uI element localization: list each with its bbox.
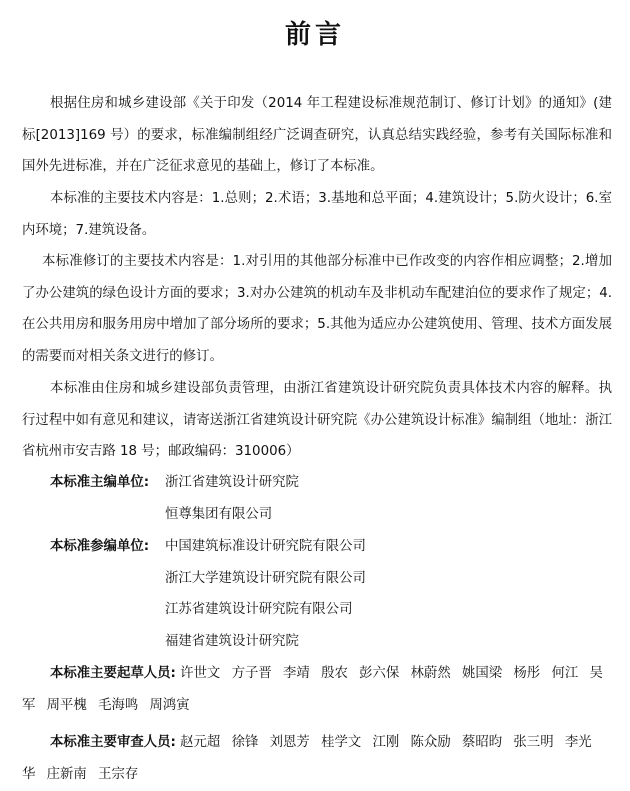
reviewers-list [22, 727, 612, 790]
drafter-name: 何江 [551, 666, 579, 681]
chief-unit-row [22, 467, 612, 499]
drafter-name: 姚国梁 [461, 666, 503, 681]
reviewer-name: 陈众励 [410, 735, 451, 750]
chief-unit-name: 浙江省建筑设计研究院 [165, 475, 299, 490]
chief-units-label: 本标准主编单位: [50, 475, 150, 490]
participating-unit-row [22, 531, 612, 563]
participating-unit-name: 中国建筑标准设计研究院有限公司 [165, 539, 366, 554]
participating-unit-row [22, 626, 612, 658]
drafter-name: 许世文 [180, 666, 221, 681]
management-paragraph: 本标准由住房和城乡建设部负责管理，由浙江省建筑设计研究院负责具体技术内容的解释。执行过程中如有意见和建议，请寄送浙江省建筑设计研究院《办公建筑设计标准》编制组（地址：浙江省杭州市安吉路 18 号；邮政编码：310006） [22, 381, 612, 459]
intro-paragraph: 根据住房和城乡建设部《关于印发（2014 年工程建设标准规范制订、修订计划》的通知》(建标[2013]169 号）的要求，标准编制组经广泛调查研究，认真总结实践经验，参考有关国际标准和国外先进标准，并在广泛征求意见的基础上，修订了本标准。 [22, 96, 612, 174]
reviewer-name: 赵元超 [180, 735, 221, 750]
page-title: 前言 [284, 20, 345, 50]
main-content-paragraph: 本标准的主要技术内容是：1.总则；2.术语；3.基地和总平面；4.建筑设计；5.防火设计；6.室内环境；7.建筑设备。 [22, 191, 612, 238]
drafter-name: 吴军 [22, 666, 603, 713]
reviewers-label: 本标准主要审查人员: [50, 735, 176, 750]
drafters-list [22, 658, 612, 721]
reviewer-name: 桂学文 [321, 735, 362, 750]
drafter-name: 周平槐 [46, 697, 87, 713]
drafter-name: 殷农 [321, 666, 348, 681]
participating-units-block [22, 531, 612, 657]
drafters-label: 本标准主要起草人员: [50, 666, 176, 681]
reviewer-name: 王宗存 [98, 766, 139, 782]
reviewer-name: 刘恩芳 [269, 735, 310, 750]
drafter-name: 李靖 [283, 666, 310, 681]
reviewer-name: 张三明 [513, 735, 554, 750]
drafter-name: 杨彤 [513, 666, 541, 681]
drafter-name: 毛海鸣 [98, 697, 139, 713]
participating-units-label: 本标准参编单位: [50, 539, 150, 554]
drafter-name: 彭六保 [359, 666, 400, 681]
participating-unit-row [22, 594, 612, 626]
chief-units-block [22, 467, 612, 530]
drafter-name: 周鸿寅 [149, 697, 190, 713]
reviewer-name: 徐锋 [231, 735, 259, 750]
chief-unit-row [22, 499, 612, 531]
chief-unit-name: 恒尊集团有限公司 [165, 506, 273, 522]
reviewer-name: 江刚 [372, 735, 400, 750]
reviewer-name: 庄新南 [46, 766, 87, 782]
reviewer-name: 李光华 [22, 735, 592, 782]
participating-unit-name: 浙江大学建筑设计研究院有限公司 [165, 570, 366, 586]
drafter-name: 方子晋 [231, 666, 272, 681]
drafter-name: 林蔚然 [410, 666, 451, 681]
participating-unit-name: 江苏省建筑设计研究院有限公司 [165, 602, 353, 617]
participating-unit-name: 福建省建筑设计研究院 [165, 633, 299, 649]
participating-unit-row [22, 563, 612, 595]
reviewer-name: 蔡昭昀 [461, 735, 503, 750]
revision-content-paragraph: 本标准修订的主要技术内容是：1.对引用的其他部分标准中已作改变的内容作相应调整；2.增加了办公建筑的绿色设计方面的要求；3.对办公建筑的机动车及非机动车配建泊位的要求作了规定；4.在公共用房和服务用房中增加了部分场所的要求；5.其他为适应办公建筑使用、管理、技术方面发展的需要而对相关条文进行的修订。 [22, 254, 612, 364]
